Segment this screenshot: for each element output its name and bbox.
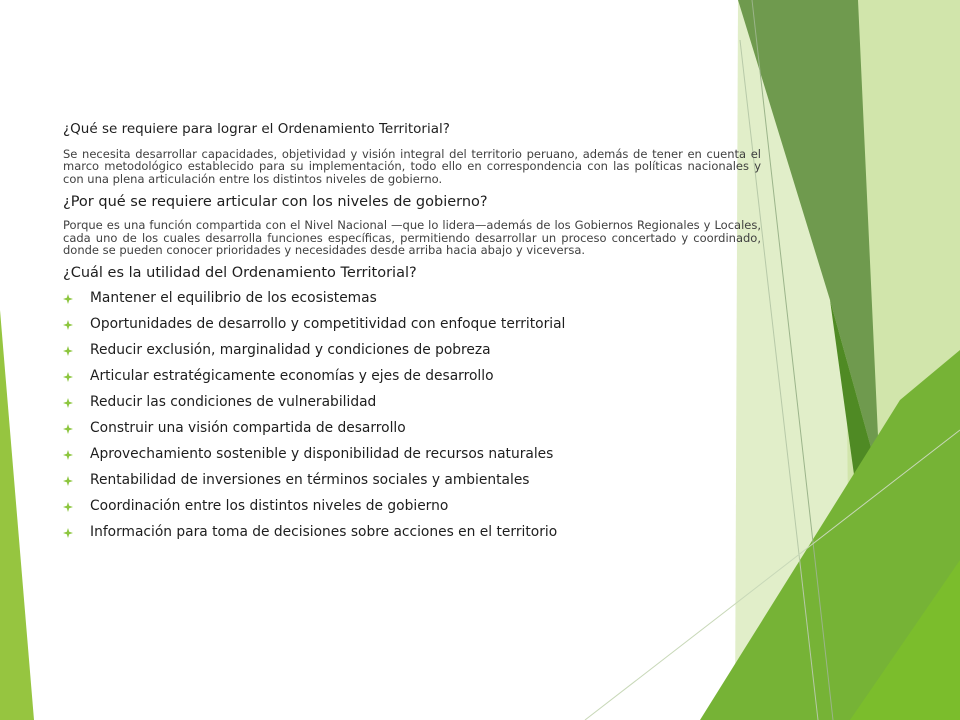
list-item (63, 415, 761, 441)
list-item-text: Información para toma de decisiones sobre acciones en el territorio (90, 524, 558, 541)
list-item (63, 337, 761, 363)
list-item-text: Coordinación entre los distintos niveles de gobierno (90, 498, 449, 515)
utility-bullet-list (63, 285, 761, 545)
list-item (63, 519, 761, 545)
question-1-paragraph: Se necesita desarrollar capacidades, objetividad y visión integral del territorio peruano, además de tener en cuenta el marco metodológico establecido para su implementación, todo ello en correspondencia con las políticas nacionales y con una plena articulación entre los distintos niveles de gobierno. (63, 147, 761, 186)
four-point-diamond-icon (63, 346, 73, 356)
four-point-diamond-icon (63, 320, 73, 330)
question-2-heading: ¿Por qué se requiere articular con los niveles de gobierno? (63, 194, 488, 211)
four-point-diamond-icon (63, 528, 73, 538)
left-green-strip (0, 310, 34, 720)
four-point-diamond-icon (63, 398, 73, 408)
question-3-heading: ¿Cuál es la utilidad del Ordenamiento Territorial? (63, 265, 417, 282)
four-point-diamond-icon (63, 424, 73, 434)
list-item-text: Mantener el equilibrio de los ecosistemas (90, 290, 377, 307)
list-item (63, 441, 761, 467)
slide-content (63, 120, 761, 545)
four-point-diamond-icon (63, 294, 73, 304)
four-point-diamond-icon (63, 502, 73, 512)
list-item-text: Rentabilidad de inversiones en términos sociales y ambientales (90, 472, 530, 489)
four-point-diamond-icon (63, 450, 73, 460)
list-item (63, 363, 761, 389)
list-item-text: Oportunidades de desarrollo y competitividad con enfoque territorial (90, 316, 566, 333)
question-2-paragraph: Porque es una función compartida con el Nivel Nacional —que lo lidera—además de los Gobiernos Regionales y Locales, cada uno de los cuales desarrolla funciones específicas, permitiendo desarrollar un proceso concertado y coordinado, donde se pueden conocer prioridades y necesidades desde arriba hacia abajo y viceversa. (63, 218, 761, 258)
question-1-heading: ¿Qué se requiere para lograr el Ordenamiento Territorial? (63, 121, 450, 137)
list-item (63, 467, 761, 493)
list-item-text: Construir una visión compartida de desarrollo (90, 420, 406, 437)
four-point-diamond-icon (63, 476, 73, 486)
list-item (63, 389, 761, 415)
list-item-text: Reducir exclusión, marginalidad y condiciones de pobreza (90, 342, 491, 359)
list-item (63, 285, 761, 311)
list-item-text: Aprovechamiento sostenible y disponibilidad de recursos naturales (90, 446, 554, 463)
four-point-diamond-icon (63, 372, 73, 382)
list-item-text: Articular estratégicamente economías y ejes de desarrollo (90, 368, 494, 385)
list-item (63, 311, 761, 337)
list-item (63, 493, 761, 519)
list-item-text: Reducir las condiciones de vulnerabilidad (90, 394, 377, 411)
